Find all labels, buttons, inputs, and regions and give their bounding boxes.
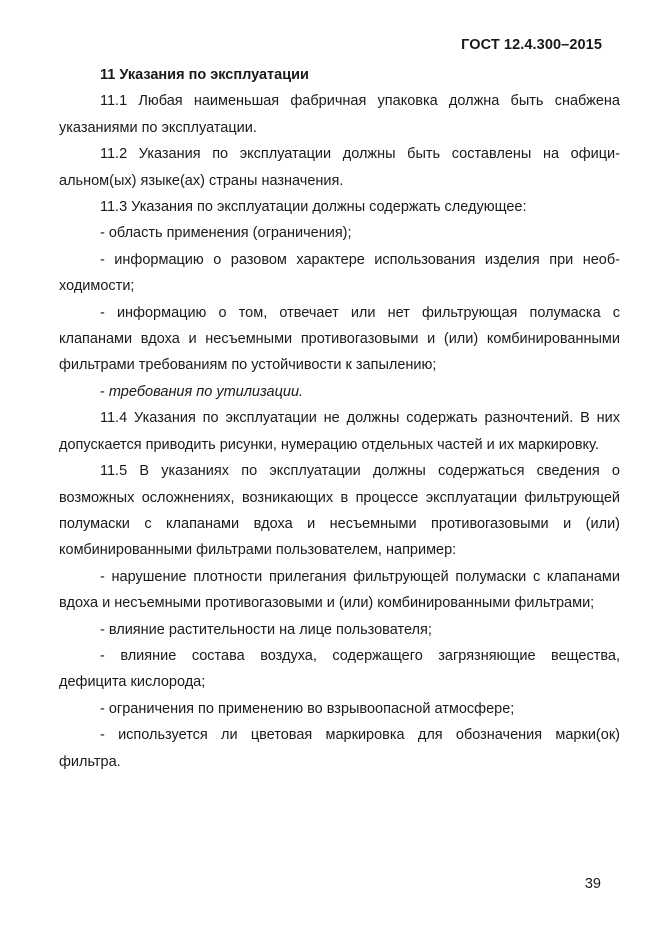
list-item	[59, 379, 620, 405]
section-title: 11 Указания по эксплуатации	[100, 67, 309, 83]
paragraph-11-1: 11.1 Любая наименьшая фабричная упаковка должна быть снабжена указаниями по эксплуатации.	[59, 93, 620, 136]
document-body	[59, 62, 620, 775]
paragraph-11-5: 11.5 В указаниях по эксплуатации должны содержаться сведения о возможных осложнениях, возникающих в процессе эксплуатации фильтрующей полумаски с клапанами вдоха и несъемными противогазовыми и (или) комбинированными фильтрами пользователем, например:	[59, 463, 620, 559]
list-dash: -	[100, 383, 109, 400]
list-item: - область применения (ограничения);	[100, 225, 352, 242]
list-item: - используется ли цветовая маркировка для обозначения марки(ок) фильтра.	[59, 727, 620, 770]
page-number: 39	[584, 876, 601, 892]
paragraph-11-4: 11.4 Указания по эксплуатации не должны содержать разночтений. В них допускается приводить рисунки, нумерацию отдельных частей и их маркировку.	[59, 410, 620, 453]
list-item: - информацию о том, отвечает или нет фильтрующая полумаска с клапанами вдоха и несъемными противогазовыми и (или) комбинированными фильтрами требованиям по устойчивости к запылению;	[59, 304, 620, 374]
paragraph-11-2: 11.2 Указания по эксплуатации должны быть составлены на официальном(ых) языке(ах) страны назначения.	[59, 146, 620, 189]
list-item: - ограничения по применению во взрывоопасной атмосфере;	[100, 700, 515, 717]
paragraph-11-3: 11.3 Указания по эксплуатации должны содержать следующее:	[100, 199, 527, 216]
list-item: - нарушение плотности прилегания фильтрующей полумаски с клапанами вдоха и несъемными противогазовыми и (или) комбинированными фильтрами;	[59, 568, 620, 612]
list-item-italic-text: требования по утилизации.	[108, 383, 304, 400]
list-item: - влияние растительности на лице пользователя;	[100, 621, 432, 638]
list-item: - влияние состава воздуха, содержащего загрязняющие вещества, дефицита кислорода;	[59, 647, 620, 691]
document-code: ГОСТ 12.4.300–2015	[461, 37, 602, 53]
list-item: - информацию о разовом характере использования изделия при необходимости;	[59, 251, 620, 295]
